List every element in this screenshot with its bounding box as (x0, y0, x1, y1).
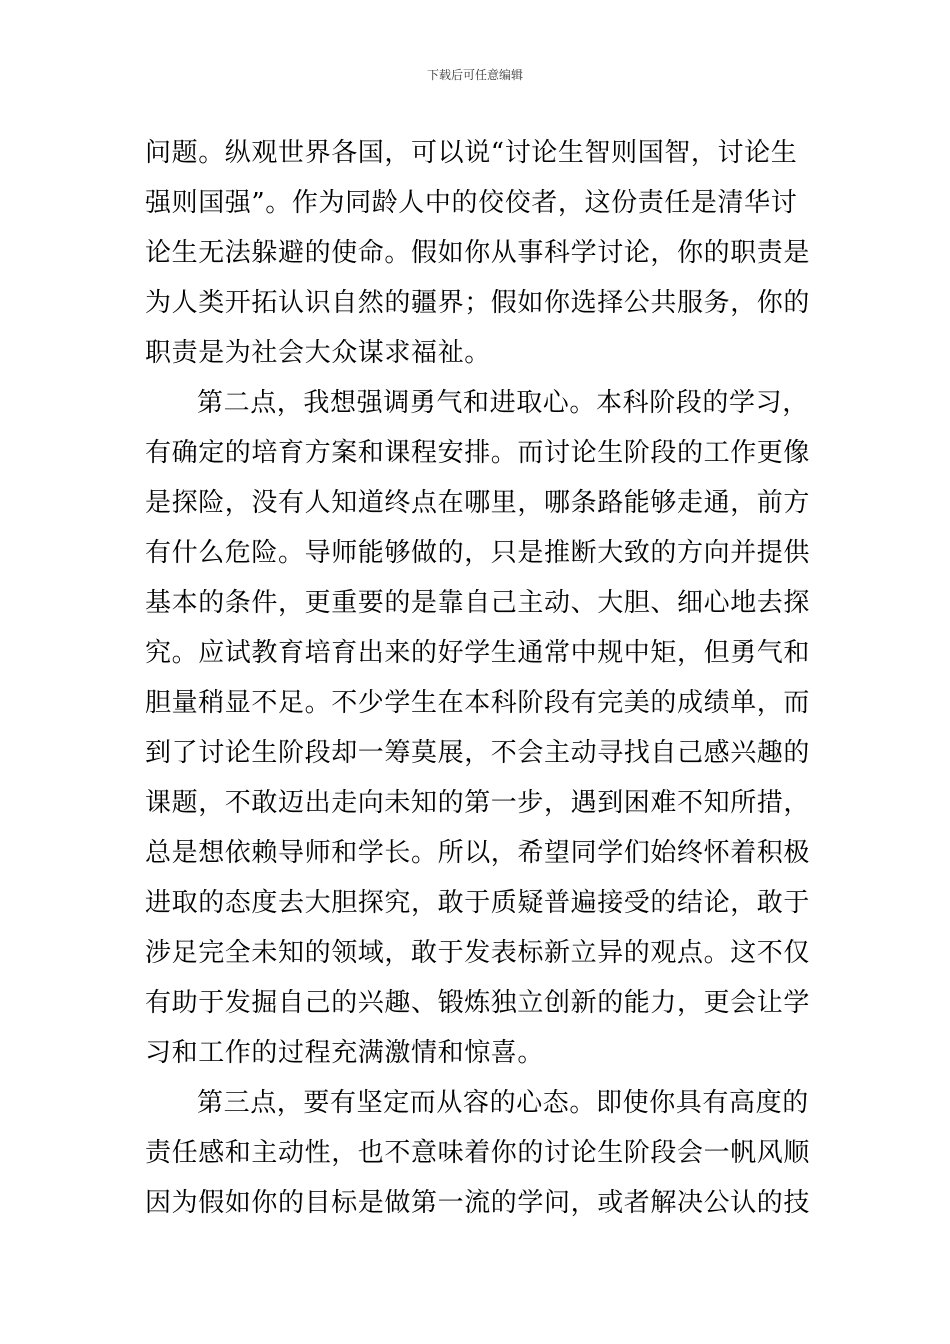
text-line: 有助于发掘自己的兴趣、锻炼独立创新的能力，更会让学 (145, 988, 811, 1018)
paragraph-start-line: 第三点，要有坚定而从容的心态。即使你具有高度的 (197, 1088, 809, 1118)
text-line: 课题，不敢迈出走向未知的第一步，遇到困难不知所措， (145, 788, 811, 818)
text-line: 总是想依赖导师和学长。所以，希望同学们始终怀着积极 (145, 838, 811, 868)
text-line: 问题。纵观世界各国，可以说“讨论生智则国智，讨论生 (145, 138, 798, 168)
text-line: 为人类开拓认识自然的疆界；假如你选择公共服务，你的 (145, 288, 811, 318)
text-line: 到了讨论生阶段却一筹莫展，不会主动寻找自己感兴趣的 (145, 738, 811, 768)
text-line: 是探险，没有人知道终点在哪里，哪条路能够走通，前方 (145, 488, 811, 518)
text-line: 责任感和主动性，也不意味着你的讨论生阶段会一帆风顺 (145, 1138, 811, 1168)
text-line: 有确定的培育方案和课程安排。而讨论生阶段的工作更像 (145, 438, 811, 468)
page-header: 下载后可任意编辑 (426, 68, 523, 82)
paragraph-start-line: 第二点，我想强调勇气和进取心。本科阶段的学习， (197, 388, 809, 418)
text-line: 论生无法躲避的使命。假如你从事科学讨论，你的职责是 (145, 238, 811, 268)
text-line: 究。应试教育培育出来的好学生通常中规中矩，但勇气和 (145, 638, 811, 668)
text-line: 职责是为社会大众谋求福祉。 (145, 338, 491, 368)
text-line: 习和工作的过程充满激情和惊喜。 (145, 1038, 545, 1068)
text-line: 基本的条件，更重要的是靠自己主动、大胆、细心地去探 (145, 588, 811, 618)
text-line: 涉足完全未知的领域，敢于发表标新立异的观点。这不仅 (145, 938, 811, 968)
text-line: 有什么危险。导师能够做的，只是推断大致的方向并提供 (145, 538, 811, 568)
text-line: 因为假如你的目标是做第一流的学问，或者解决公认的技 (145, 1188, 811, 1218)
text-line: 进取的态度去大胆探究，敢于质疑普遍接受的结论，敢于 (145, 888, 811, 918)
text-line: 强则国强”。作为同龄人中的佼佼者，这份责任是清华讨 (145, 188, 798, 218)
body-text (145, 128, 815, 1228)
text-line: 胆量稍显不足。不少学生在本科阶段有完美的成绩单，而 (145, 688, 811, 718)
